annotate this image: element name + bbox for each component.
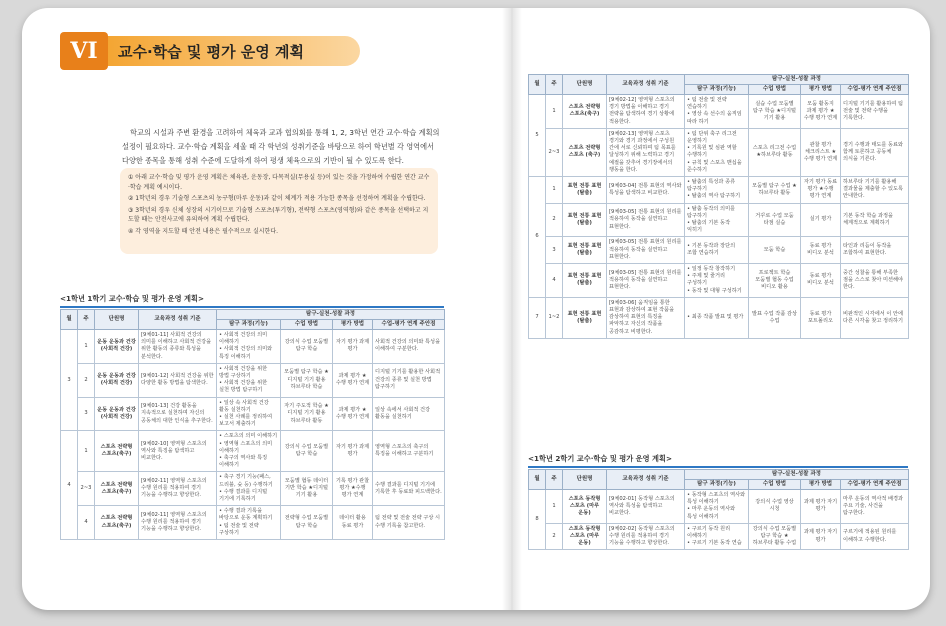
week-cell: 1 — [78, 330, 95, 364]
link-cell: 사회적 건강의 의미와 특성을 이해하여 구분한다. — [373, 330, 445, 364]
standard-cell: [9체02-02] 동작형 스포츠의 수행 원리를 적용하여 경기 기능을 수행하고 향상한다. — [607, 523, 685, 550]
header-link: 수업-평가 연계 주안점 — [841, 85, 909, 95]
inquiry-item: • 기록원 및 심판 역할 수행하기 — [687, 145, 737, 159]
eval-cell: 모둠 활동지 과제 평가 ★수행 평가 연계 — [801, 95, 841, 129]
inquiry-list — [687, 243, 746, 257]
inquiry-cell — [217, 330, 281, 364]
inquiry-item: • 주제 및 줄거리 구성하기 — [687, 273, 726, 287]
standard-cell: [9체03-04] 전통 표현의 역사와 특성을 탐색하고 비교한다. — [607, 177, 685, 204]
inquiry-item: • 팀 단위 축구 리그전 운영하기 — [687, 130, 737, 145]
month-cell: 8 — [529, 490, 546, 550]
week-cell: 1 — [78, 431, 95, 472]
inquiry-item: • 동작 및 대형 구성하기 — [687, 287, 742, 294]
header-week: 주 — [546, 470, 563, 490]
week-cell: 2 — [546, 523, 563, 550]
inquiry-item: • 규칙 및 스포츠 맨십을 준수하기 — [687, 159, 742, 173]
week-cell: 1 — [546, 177, 563, 204]
unit-cell: 스포츠 전략형 스포츠(축구) — [563, 95, 607, 129]
unit-cell: 스포츠 동작형 스포츠 (마루 운동) — [563, 490, 607, 524]
week-cell: 1~2 — [546, 297, 563, 338]
week-cell: 1 — [546, 95, 563, 129]
table-row — [61, 397, 445, 431]
header-unit: 단원명 — [95, 310, 139, 330]
inquiry-cell — [217, 472, 281, 506]
unit-cell: 표현 전통 표현 (탈춤) — [563, 237, 607, 264]
eval-cell: 과제 평가 자기 평가 — [801, 490, 841, 524]
inquiry-item: • 사회적 건강의 의미와 특징 이해하기 — [219, 346, 273, 360]
intro-paragraph: 학교의 시설과 주변 환경을 고려하여 체육과 교과 협의회를 통해 1, 2, 3학년 연간 교수·학습 계획의 설정이 필요하다. 교수·학습 계획을 세울 때 각 학년의 성취기준을 바탕으로 하여 학년별 각 영역에서 다양한 종목을 통해 성취 수준에 도달하게 하여 평생 체육으로의 기반이 될 수 있도록 한다. — [122, 128, 440, 165]
eval-cell: 과제 평가 자기 평가 — [801, 523, 841, 550]
week-cell: 1 — [546, 490, 563, 524]
inquiry-item: • 최종 작품 발표 및 평가 — [687, 314, 744, 321]
inquiry-cell — [217, 506, 281, 540]
inquiry-item: • 영역형 스포츠의 의미 이해하기 — [219, 440, 273, 454]
header-week: 주 — [546, 75, 563, 95]
inquiry-list — [687, 526, 746, 548]
inquiry-item: • 팀 전술 및 전략 연습하기 — [687, 97, 727, 111]
method-cell: 실습 수업 모둠별 탐구 학습 ★디지털 기기 활용 — [749, 95, 801, 129]
inquiry-item: • 마루 운동의 역사와 특성 이해하기 — [687, 506, 736, 520]
unit-cell: 운동 운동과 건강 (사회적 건강) — [95, 397, 139, 431]
inquiry-list — [687, 492, 746, 521]
inquiry-list — [219, 474, 278, 503]
inquiry-cell — [685, 264, 749, 298]
standard-cell: [9체02-13] 영역형 스포츠 경기와 경기 과정에서 구성원 간에 서로 신뢰하며 팀 목표를 달성하기 위해 노력하고 경기 예절을 갖추어 경기장에서의 행동을 한다. — [607, 128, 685, 176]
header-eval: 평가 방법 — [801, 480, 841, 490]
inquiry-item: • 축구의 역사와 특징 이해하기 — [219, 455, 268, 469]
inquiry-list — [687, 206, 746, 235]
inquiry-list — [687, 179, 746, 201]
link-cell: 중간 성찰을 통해 부족한 점을 스스로 찾아 미션해야 한다. — [841, 264, 909, 298]
method-cell: 모둠 학습 — [749, 237, 801, 264]
standard-cell: [9체01-13] 건강 활동을 지속적으로 실천하며 자신의 공동체의 대한 인식을 추구한다. — [139, 397, 217, 431]
inquiry-cell — [217, 363, 281, 397]
inquiry-item: • 수행 결과를 디지털 기기에 기록하기 — [219, 488, 268, 503]
link-cell: 구르기에 적용된 원리를 이해하고 수행한다. — [841, 523, 909, 550]
unit-cell: 스포츠 동작형 스포츠 (마루 운동) — [563, 523, 607, 550]
header-week: 주 — [78, 310, 95, 330]
header-method: 수업 방법 — [749, 480, 801, 490]
inquiry-cell — [217, 431, 281, 472]
header-inquiry: 탐구 과정(기능) — [217, 320, 281, 330]
month-cell: 6 — [529, 177, 546, 298]
inquiry-list — [219, 366, 278, 395]
inquiry-list — [687, 266, 746, 295]
header-link: 수업-평가 연계 주안점 — [841, 480, 909, 490]
inquiry-list — [219, 508, 278, 537]
note-item: ① 아래 교수·학습 및 평가 운영 계획은 체육관, 운동장, 다목적실(무용실 등)이 있는 것을 가정하여 수립한 연간 교수·학습 계획 예시이다. — [128, 174, 430, 191]
inquiry-item: • 탈춤의 기본 동작 익히기 — [687, 220, 731, 234]
inquiry-list — [219, 332, 278, 361]
inquiry-cell — [685, 128, 749, 176]
eval-cell: 자기 평가 과제 평가 — [333, 330, 373, 364]
semester2-title: < 1학년 2학기 교수·학습 및 평가 운영 계획 > — [528, 454, 672, 464]
semester1-title: < 1학년 1학기 교수·학습 및 평가 운영 계획 > — [60, 294, 204, 304]
month-cell: 5 — [529, 95, 546, 177]
inquiry-item: • 사회적 건강의 의미 이해하기 — [219, 332, 268, 346]
header-eval: 평가 방법 — [801, 85, 841, 95]
inquiry-list — [219, 433, 278, 469]
inquiry-cell — [685, 203, 749, 237]
inquiry-cell — [685, 297, 749, 338]
book-gutter — [502, 8, 522, 610]
method-cell: 모둠별 탐구 수업 ★하브루타 활동 — [749, 177, 801, 204]
link-cell: 디지털 기기를 활용한 사회적 건강의 종류 및 실천 방법 탐구하기 — [373, 363, 445, 397]
standard-cell: [9체02-11] 영역형 스포츠의 수행 원리를 적용하여 경기 기능을 수행하고 향상한다. — [139, 472, 217, 506]
standard-cell: [9체02-12] 영역형 스포츠의 경기 방법을 이해하고 경기 전략을 탐색하여 경기 상황에 적용한다. — [607, 95, 685, 129]
link-cell: 마루 운동의 역사적 배경과 주요 기술, 사건을 탐구한다. — [841, 490, 909, 524]
inquiry-cell — [685, 95, 749, 129]
method-cell: 모둠별 협동 데이터 기반 학습 ★디지털 기기 활용 — [281, 472, 333, 506]
table-row — [529, 203, 909, 237]
standard-cell: [9체02-11] 영역형 스포츠의 수행 원리를 적용하여 경기 기능을 수행하고 향상한다. — [139, 506, 217, 540]
inquiry-cell — [685, 237, 749, 264]
inquiry-item: • 일정 동작 창작하기 — [687, 266, 736, 273]
eval-cell: 관찰 평가 체크리스트 ★수행 평가 연계 — [801, 128, 841, 176]
header-month: 월 — [529, 75, 546, 95]
header-process: 탐구-실천-성찰 과정 — [685, 470, 909, 480]
table-row — [529, 264, 909, 298]
month-cell: 3 — [61, 330, 78, 431]
link-cell: 팀 전략 및 전술 전략 구상 시 수행 기록을 참고한다. — [373, 506, 445, 540]
semester2-table — [528, 469, 909, 550]
method-cell: 자기 주도적 학습 ★디지털 기기 활용 하브루타 활동 — [281, 397, 333, 431]
week-cell: 3 — [546, 237, 563, 264]
inquiry-list — [687, 97, 746, 126]
inquiry-item: • 동작형 스포츠의 역사와 특성 이해하기 — [687, 492, 746, 506]
standard-cell: [9체02-10] 영역형 스포츠의 역사와 특징을 탐색하고 비교한다. — [139, 431, 217, 472]
inquiry-item: • 탈춤의 역사 탐구하기 — [687, 193, 741, 200]
unit-cell: 스포츠 전략형 스포츠 (축구) — [563, 128, 607, 176]
method-cell: 강의식 수업 모둠별 탐구 학습 — [281, 330, 333, 364]
header-process: 탐구-실천-성찰 과정 — [217, 310, 445, 320]
note-item: ④ 각 영역을 지도할 때 안전 내용은 필수적으로 실시한다. — [128, 227, 279, 235]
eval-cell: 과제 평가 ★수행 평가 연계 — [333, 363, 373, 397]
inquiry-item: • 탈춤 동작의 의미를 탐구하기 — [687, 205, 736, 219]
inquiry-item: • 구르기 동작 원리 이해하기 — [687, 525, 731, 540]
header-process: 탐구-실천-성찰 과정 — [685, 75, 909, 85]
standard-cell: [9체01-12] 사회적 건강을 위한 다양한 활동 방법을 탐색한다. — [139, 363, 217, 397]
table-row — [529, 128, 909, 176]
link-cell: 비판적인 시각에서 이 안에 다른 시각을 찾고 정리하기 — [841, 297, 909, 338]
eval-cell: 자기 평가 과제 평가 — [333, 431, 373, 472]
method-cell: 전략형 수업 모둠별 탐구 학습 — [281, 506, 333, 540]
semester1-table-left — [60, 309, 445, 540]
standard-cell: [9체03-05] 전통 표현의 원리를 적용하여 동작을 실연하고 표현한다. — [607, 264, 685, 298]
semester1-table-right — [528, 74, 909, 339]
inquiry-item: • 영상 속 선수의 움직임 따라 하기 — [687, 111, 742, 125]
method-cell: 모둠별 탐구 학습 ★디지털 기기 활용 하브루타 학습 — [281, 363, 333, 397]
inquiry-item: • 축구 경기 기능(패스, 드리블, 슛 등) 수행하기 — [219, 474, 273, 488]
table-row — [61, 506, 445, 540]
header-month: 월 — [61, 310, 78, 330]
table-row — [529, 95, 909, 129]
method-cell: 거꾸로 수업 모둠 타점 실습 — [749, 203, 801, 237]
semester1-rule — [60, 306, 444, 308]
week-cell: 2~3 — [546, 128, 563, 176]
inquiry-item: • 팀 전술 및 전략 구상하기 — [219, 522, 259, 536]
week-cell: 3 — [78, 397, 95, 431]
inquiry-cell — [685, 523, 749, 550]
header-eval: 평가 방법 — [333, 320, 373, 330]
notes-box — [120, 168, 438, 254]
inquiry-cell — [217, 397, 281, 431]
link-cell: 영역형 스포츠의 축구의 특징을 이해하고 구분하기 — [373, 431, 445, 472]
chapter-title: 교수·학습 및 평가 운영 계획 — [118, 42, 304, 61]
inquiry-item: • 실천 사례를 정리하여 보고서 제출하기 — [219, 414, 273, 428]
header-method: 수업 방법 — [281, 320, 333, 330]
inquiry-item: • 사회적 건강을 위한 실천 방법 탐구하기 — [219, 380, 268, 394]
method-cell: 강의식 수업 모둠별 탐구 학습 ★하브루타 활동 수업 — [749, 523, 801, 550]
note-item: ② 1학년의 경우 기술형 스포츠의 농구형(마루 운동)과 같이 체계가 적용 가능한 종목을 선정하여 계획을 수립한다. — [128, 195, 426, 203]
link-cell: 일상 속에서 사회적 건강 활동을 실천하기 — [373, 397, 445, 431]
method-cell: 강의식 수업 영상 시청 — [749, 490, 801, 524]
header-method: 수업 방법 — [749, 85, 801, 95]
standard-cell: [9체02-01] 동작형 스포츠의 역사와 특성을 탐색하고 비교한다. — [607, 490, 685, 524]
header-month: 월 — [529, 470, 546, 490]
unit-cell: 스포츠 전략형 스포츠(축구) — [95, 431, 139, 472]
unit-cell: 스포츠 전략형 스포츠(축구) — [95, 506, 139, 540]
eval-cell: 동료 평가 포트폴리오 — [801, 297, 841, 338]
eval-cell: 실기 평가 — [801, 203, 841, 237]
method-cell: 강의식 수업 모둠별 탐구 학습 — [281, 431, 333, 472]
eval-cell: 자기 평가 동료 평가 ★수행 평가 연계 — [801, 177, 841, 204]
unit-cell: 운동 운동과 건강 (사회적 건강) — [95, 363, 139, 397]
month-cell: 7 — [529, 297, 546, 338]
standard-cell: [9체03-06] 움직임을 통한 표현과 감상하여 표현 작품을 감상하여 표현의 특징을 파악하고 자신의 작품을 공감하고 비평한다. — [607, 297, 685, 338]
method-cell: 발표 수업 작품 감상 수업 — [749, 297, 801, 338]
method-cell: 스포츠 리그전 수업 ★하브루타 활동 — [749, 128, 801, 176]
inquiry-item: • 스포츠의 의미 이해하기 — [219, 433, 278, 440]
header-standard: 교육과정 성취 기준 — [139, 310, 217, 330]
eval-cell: 동료 평가 비디오 분석 — [801, 264, 841, 298]
table-row — [529, 523, 909, 550]
link-cell: 경기 수행과 태도를 동료와 함께 토론하고 공동체 의식을 기른다. — [841, 128, 909, 176]
header-standard: 교육과정 성취 기준 — [607, 470, 685, 490]
link-cell: 타인과 리듬이 동작을 조합하여 표현한다. — [841, 237, 909, 264]
chapter-number: VI — [60, 32, 108, 70]
table-row — [61, 472, 445, 506]
table-row — [529, 490, 909, 524]
standard-cell: [9체01-11] 사회적 건강의 의미를 이해하고 사회적 건강을 위한 활동의 종류와 특성을 분석한다. — [139, 330, 217, 364]
week-cell: 2 — [78, 363, 95, 397]
semester2-rule — [528, 466, 908, 468]
week-cell: 2~3 — [78, 472, 95, 506]
unit-cell: 스포츠 전략형 스포츠(축구) — [95, 472, 139, 506]
unit-cell: 운동 운동과 건강 (사회적 건강) — [95, 330, 139, 364]
week-cell: 2 — [546, 203, 563, 237]
inquiry-item: • 탈춤의 특성과 종류 탐구하기 — [687, 179, 736, 193]
table-row — [61, 431, 445, 472]
inquiry-list — [219, 400, 278, 429]
table-row — [529, 297, 909, 338]
standard-cell: [9체03-05] 전통 표현의 원리를 적용하여 동작을 실연하고 표현한다. — [607, 237, 685, 264]
unit-cell: 표현 전통 표현 (탈춤) — [563, 203, 607, 237]
inquiry-item: • 구르기 기본 동작 연습 — [687, 540, 742, 547]
inquiry-cell — [685, 490, 749, 524]
inquiry-cell — [685, 177, 749, 204]
eval-cell: 동료 평가 비디오 분석 — [801, 237, 841, 264]
inquiry-item: • 사회적 건강을 위한 방법 구상하기 — [219, 365, 268, 380]
link-cell: 하브루타 기기를 활용해 결과물을 제출할 수 있도록 안내한다. — [841, 177, 909, 204]
week-cell: 4 — [546, 264, 563, 298]
header-inquiry: 탐구 과정(기능) — [685, 480, 749, 490]
eval-cell: 데이터 활용 동료 평가 — [333, 506, 373, 540]
header-unit: 단원명 — [563, 75, 607, 95]
unit-cell: 표현 전통 표현 (탈춤) — [563, 177, 607, 204]
header-unit: 단원명 — [563, 470, 607, 490]
book-spread — [22, 8, 930, 610]
header-standard: 교육과정 성취 기준 — [607, 75, 685, 95]
unit-cell: 표현 전통 표현 (탈춤) — [563, 264, 607, 298]
eval-cell: 과제 평가 ★수행 평가 연계 — [333, 397, 373, 431]
link-cell: 수행 결과를 디지털 기기에 기록한 후 동료와 피드백한다. — [373, 472, 445, 506]
link-cell: 기본 동작 학습 과정을 체계적으로 계획하기 — [841, 203, 909, 237]
table-row — [529, 177, 909, 204]
inquiry-item: • 일상 속 사회적 건강 활동 실천하기 — [219, 399, 269, 413]
chapter-header — [60, 32, 304, 70]
table-row — [529, 237, 909, 264]
note-item: ③ 3학년의 경우 신체 성장의 시기이므로 기술형 스포츠(투기형), 전략형 스포츠(영역형)와 같은 종목을 선택하고 지도할 때는 안전사고에 유의하여 계획 수립한다. — [128, 206, 429, 224]
header-link: 수업-평가 연계 주안점 — [373, 320, 445, 330]
unit-cell: 표현 전통 표현 (탈춤) — [563, 297, 607, 338]
inquiry-item: • 기본 동작과 장단의 조합 연습하기 — [687, 243, 736, 257]
week-cell: 4 — [78, 506, 95, 540]
inquiry-list — [687, 314, 746, 321]
standard-cell: [9체03-05] 전통 표현의 원리를 적용하여 동작을 실연하고 표현한다. — [607, 203, 685, 237]
table-row — [61, 330, 445, 364]
eval-cell: 기록 평가 관찰 평가 ★수행 평가 연계 — [333, 472, 373, 506]
inquiry-list — [687, 131, 746, 174]
link-cell: 디지털 기기를 활용하여 팀 전술 및 전략 수행을 기록한다. — [841, 95, 909, 129]
inquiry-item: • 수행 결과 기록을 바탕으로 운동 계획하기 — [219, 508, 273, 522]
method-cell: 프로젝트 학습 모둠별 협동 수업 비디오 활용 — [749, 264, 801, 298]
table-row — [61, 363, 445, 397]
header-inquiry: 탐구 과정(기능) — [685, 85, 749, 95]
month-cell: 4 — [61, 431, 78, 540]
